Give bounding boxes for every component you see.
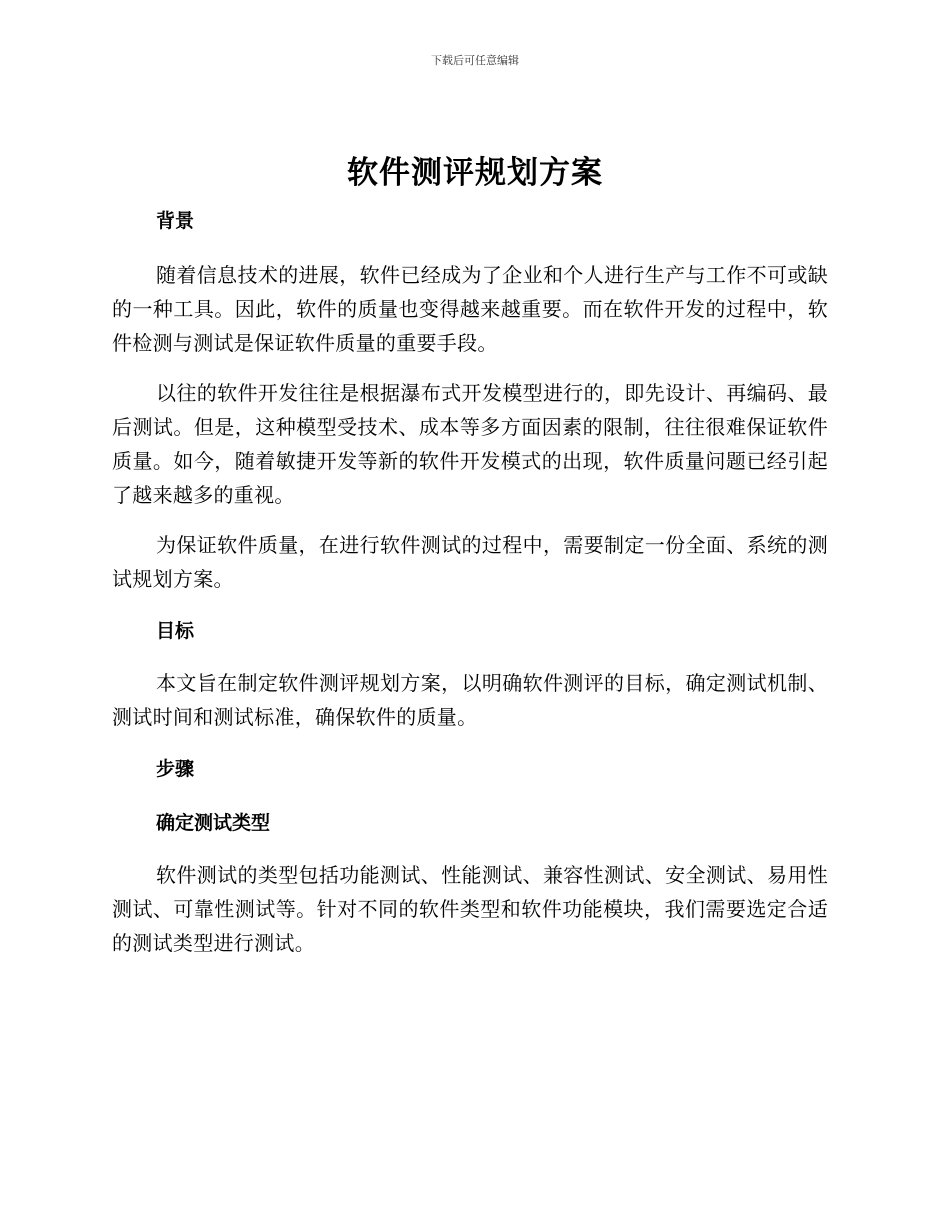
paragraph: 随着信息技术的进展，软件已经成为了企业和个人进行生产与工作不可或缺的一种工具。因此，软件的质量也变得越来越重要。而在软件开发的过程中，软件检测与测试是保证软件质量的重要手段。: [112, 263, 828, 355]
section-heading-goal: 目标: [156, 620, 195, 642]
section-heading-steps: 步骤: [156, 758, 195, 780]
document-body: [112, 204, 828, 960]
paragraph: 软件测试的类型包括功能测试、性能测试、兼容性测试、安全测试、易用性测试、可靠性测试等。针对不同的软件类型和软件功能模块，我们需要选定合适的测试类型进行测试。: [112, 863, 828, 955]
page-header: 下载后可任意编辑: [431, 54, 519, 67]
paragraph: 以往的软件开发往往是根据瀑布式开发模型进行的，即先设计、再编码、最后测试。但是，这种模型受技术、成本等多方面因素的限制，往往很难保证软件质量。如今，随着敏捷开发等新的软件开发模式的出现，软件质量问题已经引起了越来越多的重视。: [112, 381, 828, 507]
subsection-heading-test-types: 确定测试类型: [156, 812, 271, 834]
paragraph: 本文旨在制定软件测评规划方案，以明确软件测评的目标，确定测试机制、测试时间和测试标准，确保软件的质量。: [112, 671, 828, 729]
document-title: 软件测评规划方案: [347, 155, 603, 191]
paragraph: 为保证软件质量，在进行软件测试的过程中，需要制定一份全面、系统的测试规划方案。: [112, 533, 828, 591]
section-heading-background: 背景: [156, 210, 195, 232]
